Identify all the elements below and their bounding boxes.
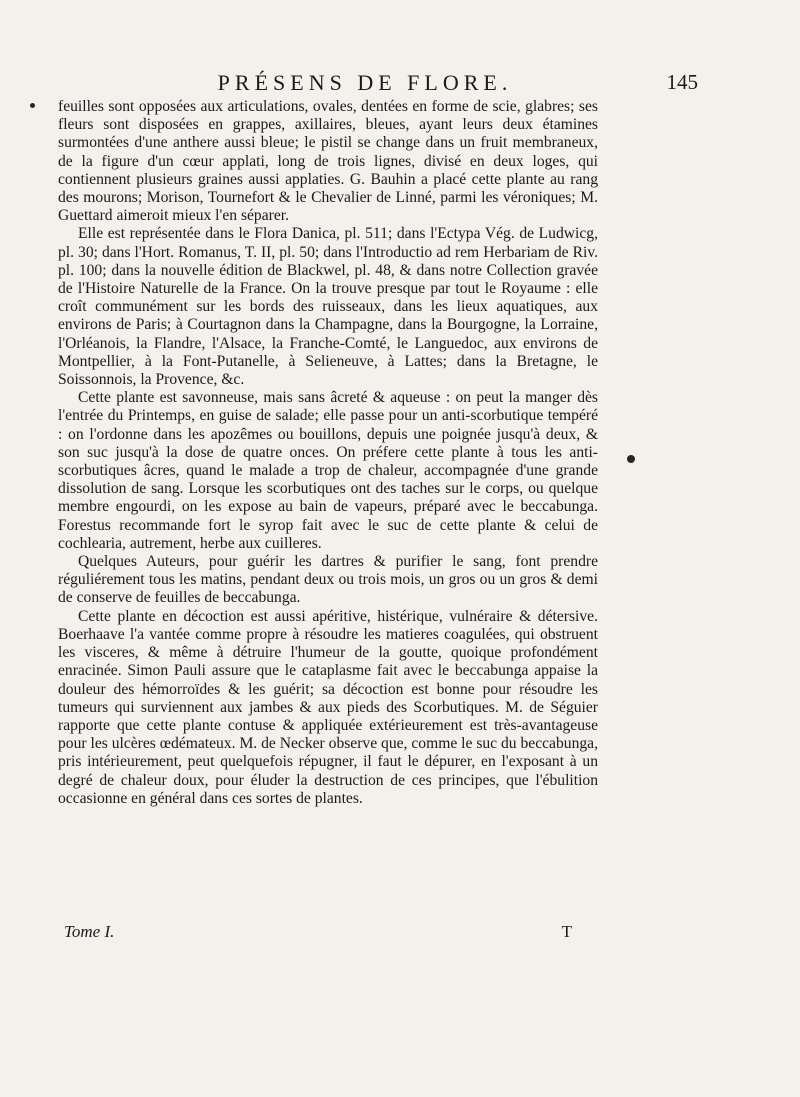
page-header — [60, 70, 740, 100]
ink-dot — [30, 103, 35, 108]
paragraph-dartres: Quelques Auteurs, pour guérir les dartres & purifier le sang, font prendre réguliérement tous les matins, pendant deux ou trois mois, un gros ou un gros & demi de conserve de feuilles de beccabunga. — [58, 553, 598, 607]
paragraph-description: feuilles sont opposées aux articulations, ovales, dentées en forme de scie, glabres; ses fleurs sont disposées en grappes, axillaires, bleues, ayant leurs deux étamines surmontées d'une anthere aussi bleue; le pistil se change dans un fruit membraneux, de la figure d'un cœur applati, long de trois lignes, divisé en deux loges, qui contiennent plusieurs graines aussi applaties. G. Bauhin a placé cette plante au rang des mourons; Morison, Tournefort & le Chevalier de Linné, parmi les véroniques; M. Guettard aimeroit mieux l'en séparer. — [58, 98, 598, 225]
running-title: PRÉSENS DE FLORE. — [217, 70, 513, 95]
page-number: 145 — [666, 70, 698, 94]
paragraph-uses: Cette plante est savonneuse, mais sans âcreté & aqueuse : on peut la manger dès l'entrée du Printemps, en guise de salade; elle passe pour un anti-scorbutique tempéré : on l'ordonne dans les apozêmes ou bouillons, depuis une poignée jusqu'à deux, & son suc jusqu'à la dose de quatre onces. On préfere cette plante à tous les anti-scorbutiques âcres, quand le malade a trop de chaleur, accompagnée d'une grande dissolution de sang. Lorsque les scorbutiques ont des taches sur le corps, ou quelque membre engourdi, on les expose au bain de vapeurs, préparé avec le beccabunga. Forestus recommande fort le syrop fait avec le suc de cette plante & celui de cochlearia, autrement, herbe aux cuilleres. — [58, 389, 598, 552]
signature-mark: T — [561, 922, 572, 941]
body-text — [58, 98, 598, 808]
volume-mark: Tome I. — [64, 922, 115, 941]
paragraph-decoction: Cette plante en décoction est aussi apéritive, histérique, vulnéraire & détersive. Boerhaave l'a vantée comme propre à résoudre les matieres coagulées, qui obstruent les visceres, & même à détruire l'humeur de la goutte, quoique profondément enracinée. Simon Pauli assure que le cataplasme fait avec le beccabunga appaise la douleur des hémorroïdes & les guérit; sa décoction est bonne pour résoudre les tumeurs qui surviennent aux jambes & aux pieds des Scorbutiques. M. de Séguier rapporte que cette plante contuse & appliquée extérieurement est très-avantageuse pour les ulcères œdémateux. M. de Necker observe que, comme le suc du beccabunga, pris intérieurement, peut quelquefois répugner, il faut le dépurer, en l'exposant à un degré de chaleur doux, pour éluder la destruction de ces principes, que l'ébulition occasionne en général dans ces sortes de plantes. — [58, 607, 598, 807]
paragraph-iconography: Elle est représentée dans le Flora Danica, pl. 511; dans l'Ectypa Vég. de Ludwicg, pl. 30; dans l'Hort. Romanus, T. II, pl. 50; dans l'Introductio ad rem Herbariam de Riv. pl. 100; dans la nouvelle édition de Blackwel, pl. 48, & dans notre Collection gravée de l'Histoire Naturelle de la France. On la trouve presque par tout le Royaume : elle croît communément sur les bords des ruisseaux, dans les lieux aquatiques, aux environs de Paris; à Courtagnon dans la Champagne, dans la Bourgogne, la Lorraine, l'Orléanois, la Flandre, l'Alsace, la Franche-Comté, le Languedoc, aux environs de Montpellier, à la Font-Putanelle, à Selieneuve, à Lattes; dans la Bretagne, le Soissonnois, la Provence, &c. — [58, 225, 598, 389]
ink-spot — [627, 455, 635, 463]
page-footer — [60, 922, 600, 946]
